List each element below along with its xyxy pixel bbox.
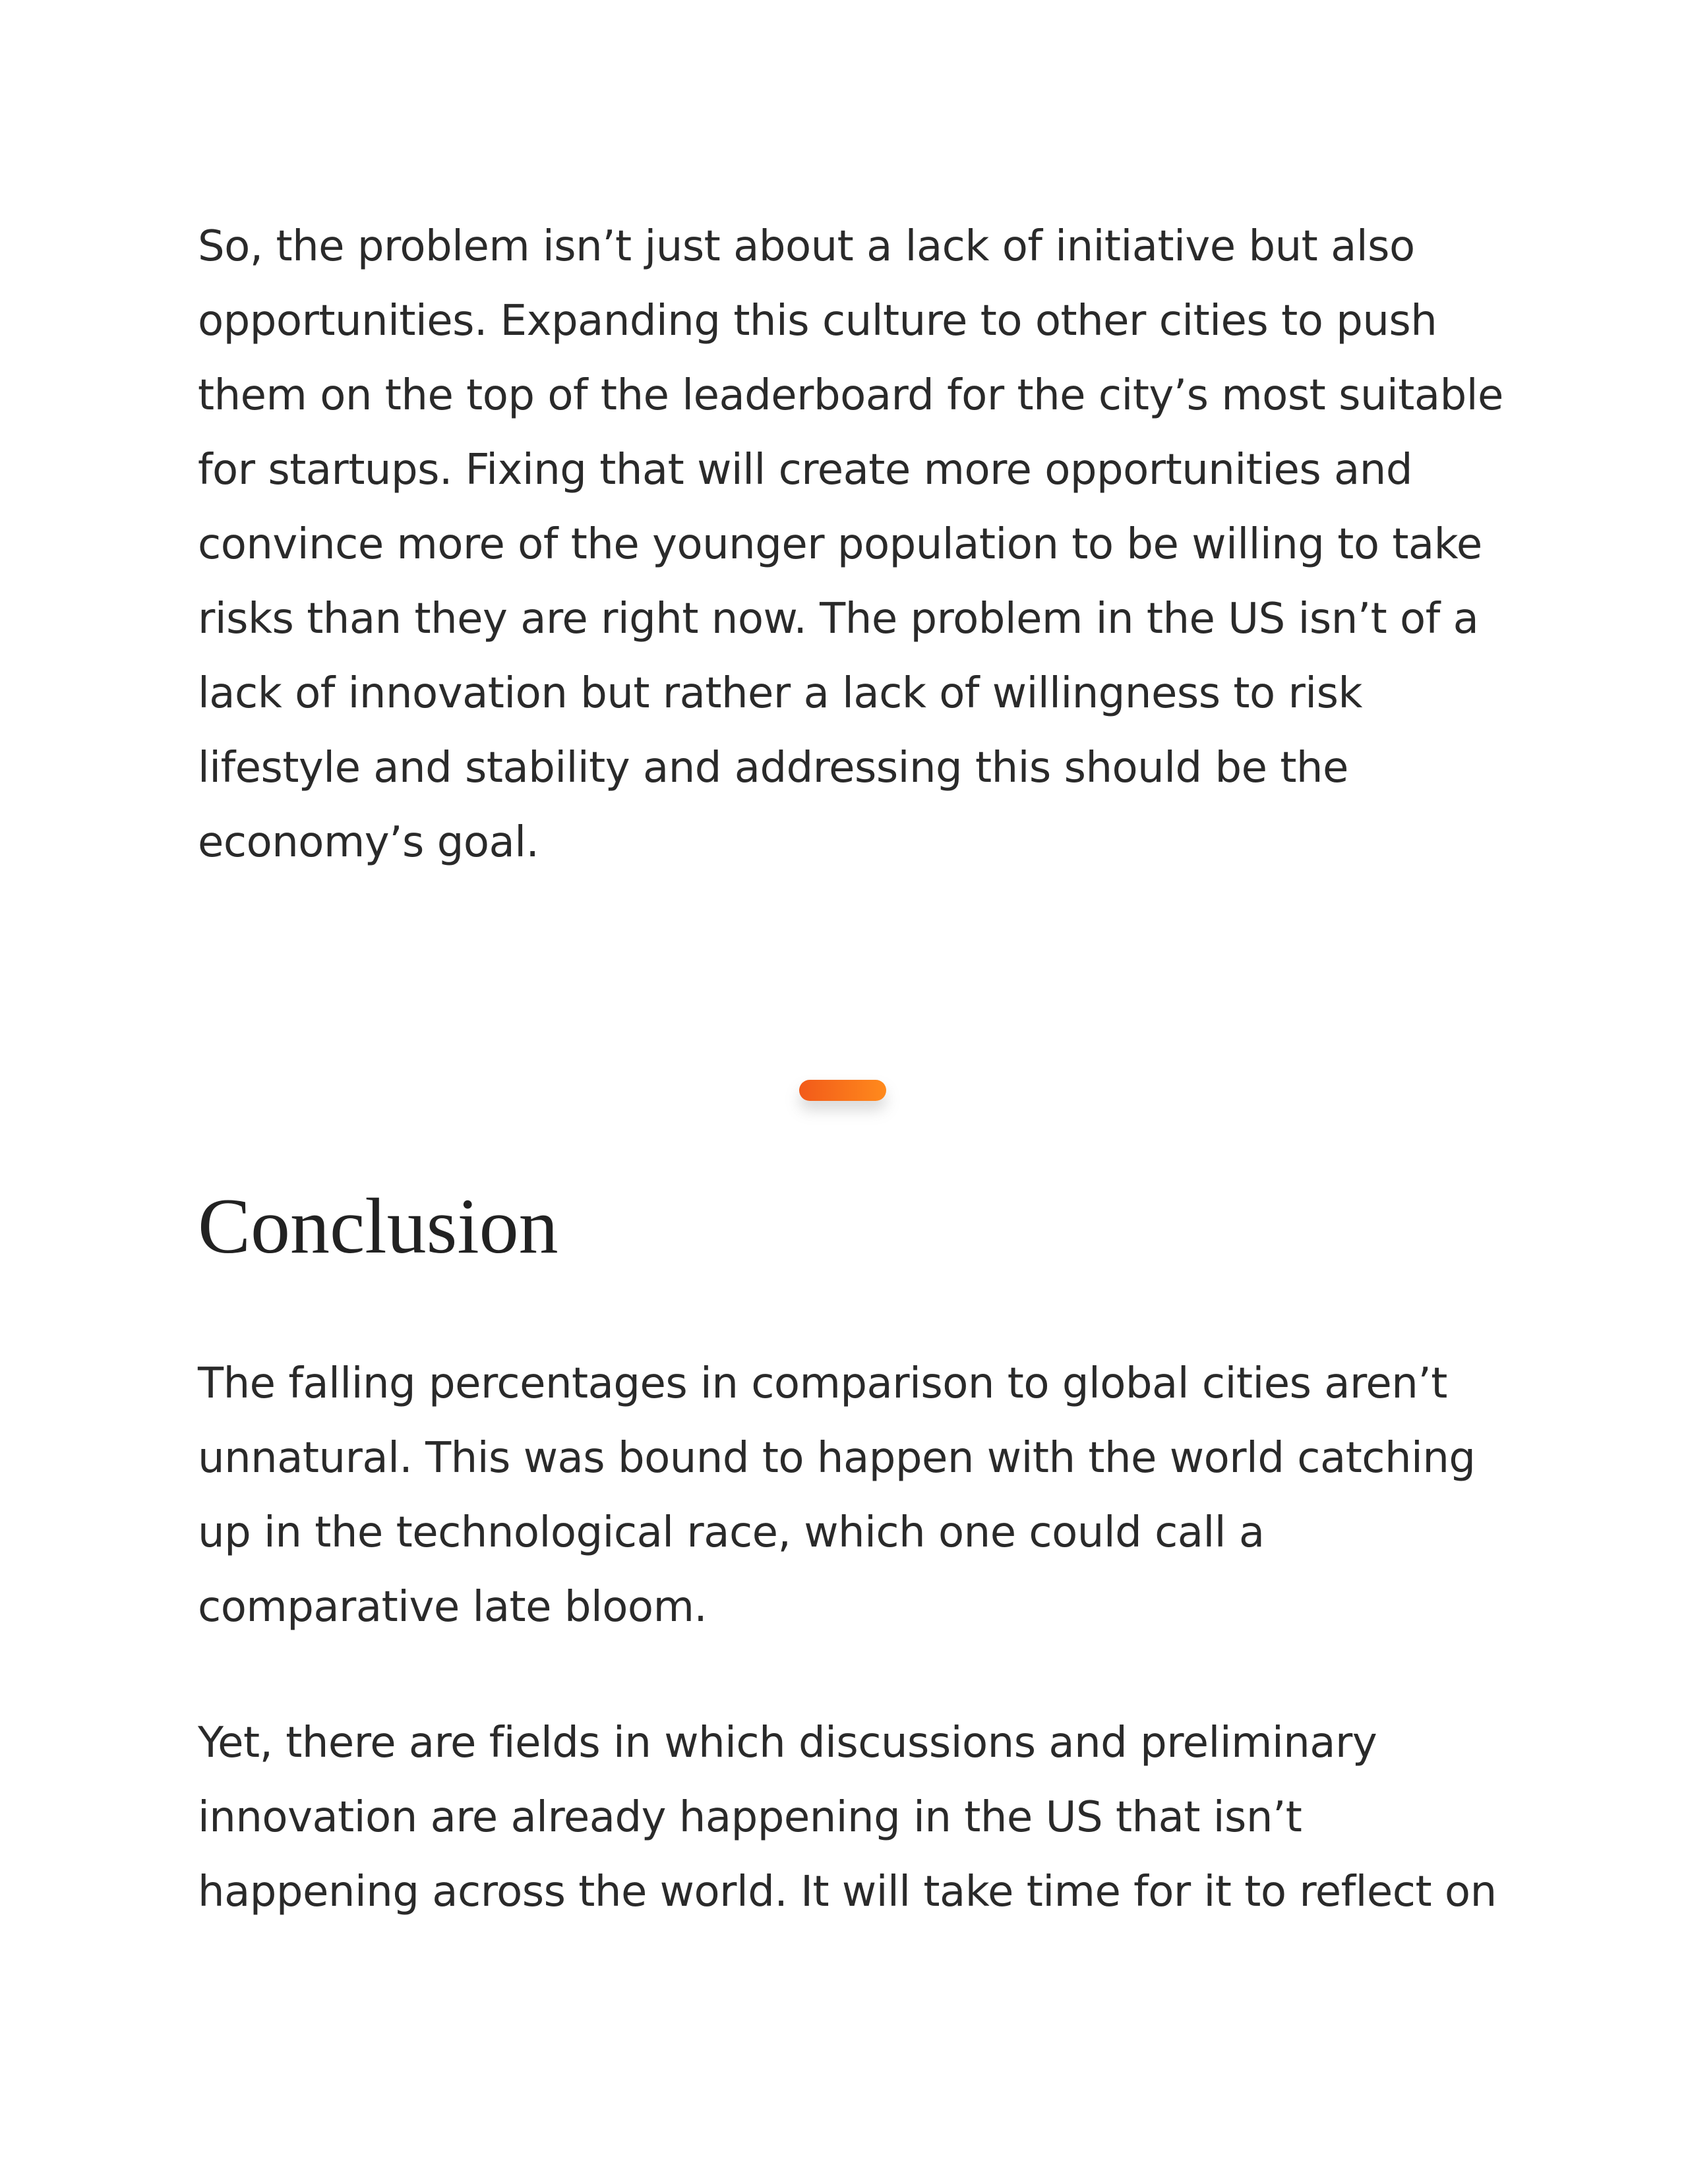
section-heading: Conclusion (198, 1182, 558, 1270)
paragraph-conclusion-intro: The falling percentages in comparison to global cities aren’t unnatural. This was bound to happen with the world catching up in the technological race, which one could call a comparative late bloom. (198, 1359, 1476, 1632)
paragraph-opportunities: So, the problem isn’t just about a lack of initiative but also opportunities. Expanding this culture to other cities to push them on the top of the leaderboard for the city’s most suitable for startups. Fixing that will create more opportunities and convince more of the younger population to be willing to take risks than they are right now. The problem in the US isn’t of a lack of innovation but rather a lack of willingness to risk lifestyle and stability and addressing this should be the economy’s goal. (198, 222, 1503, 867)
section-divider (799, 1080, 886, 1101)
paragraph-conclusion-fields: Yet, there are fields in which discussions and preliminary innovation are already happening in the US that isn’t happening across the world. It will take time for it to reflect on (198, 1719, 1497, 1916)
